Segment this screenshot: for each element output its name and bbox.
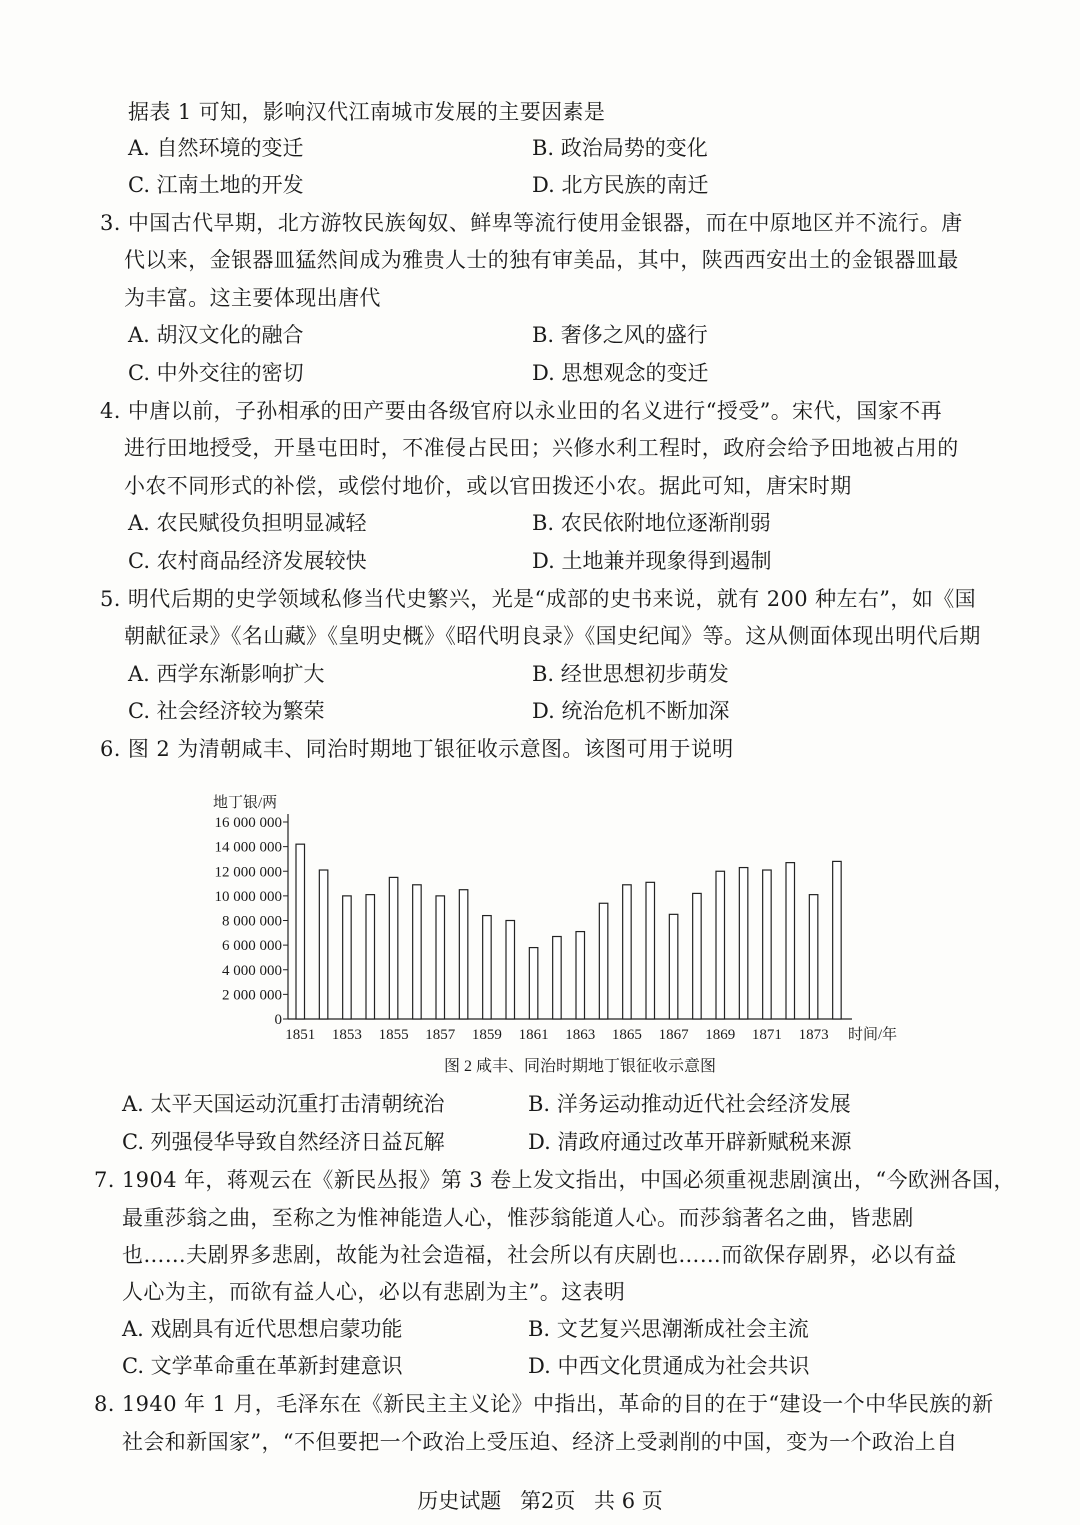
y-tick-label: 6 000 000 bbox=[222, 938, 282, 955]
x-tick-label: 1861 bbox=[518, 1027, 549, 1043]
chart-caption: 图 2 咸丰、同治时期地丁银征收示意图 bbox=[443, 1058, 717, 1075]
bar-1863 bbox=[576, 932, 585, 1019]
y-tick-label: 2 000 000 bbox=[222, 987, 282, 1004]
q4-option-c: C. 农村商品经济发展较快 bbox=[128, 549, 367, 573]
q2-option-a: A. 自然环境的变迁 bbox=[128, 136, 304, 160]
x-tick-label: 1863 bbox=[565, 1027, 596, 1043]
bar-1872 bbox=[786, 863, 795, 1019]
bar-1852 bbox=[319, 870, 328, 1019]
bar-1870 bbox=[739, 868, 748, 1019]
bar-1859 bbox=[483, 916, 492, 1019]
q3-line-1: 3. 中国古代早期，北方游牧民族匈奴、鲜卑等流行使用金银器，而在中原地区并不流行。唐 bbox=[100, 211, 963, 235]
q8-line-2: 社会和新国家”，“不但要把一个政治上受压迫、经济上受剥削的中国，变为一个政治上自 bbox=[122, 1430, 958, 1454]
q6-stem: 6. 图 2 为清朝咸丰、同治时期地丁银征收示意图。该图可用于说明 bbox=[100, 737, 734, 761]
q5-line-1: 5. 明代后期的史学领域私修当代史繁兴，光是“成部的史书来说，就有 200 种左右”，如《国 bbox=[100, 587, 977, 611]
bar-1865 bbox=[623, 885, 632, 1019]
q7-option-b: B. 文艺复兴思潮渐成社会主流 bbox=[528, 1317, 809, 1341]
y-tick-label: 10 000 000 bbox=[214, 888, 282, 905]
y-tick-label: 4 000 000 bbox=[222, 962, 282, 979]
footer-total: 共 6 页 bbox=[594, 1489, 663, 1513]
land-tax-bar-chart bbox=[200, 762, 920, 1082]
q4-line-1: 4. 中唐以前，子孙相承的田产要由各级官府以永业田的名义进行“授受”。宋代，国家不再 bbox=[100, 399, 942, 423]
x-tick-label: 1857 bbox=[425, 1027, 456, 1043]
q6-option-a: A. 太平天国运动沉重打击清朝统治 bbox=[122, 1092, 445, 1116]
q4-option-b: B. 农民依附地位逐渐削弱 bbox=[532, 511, 771, 535]
q7-line-4: 人心为主，而欲有益人心，必以有悲剧为主”。这表明 bbox=[122, 1280, 626, 1304]
bar-1853 bbox=[343, 896, 352, 1019]
q6-option-c: C. 列强侵华导致自然经济日益瓦解 bbox=[122, 1130, 445, 1154]
y-tick-label: 14 000 000 bbox=[214, 839, 282, 856]
bar-1860 bbox=[506, 921, 515, 1020]
q6-option-d: D. 清政府通过改革开辟新赋税来源 bbox=[528, 1130, 852, 1154]
bar-1861 bbox=[529, 948, 538, 1019]
q6-option-b: B. 洋务运动推动近代社会经济发展 bbox=[528, 1092, 851, 1116]
q8-line-1: 8. 1940 年 1 月，毛泽东在《新民主主义论》中指出，革命的目的在于“建设一个中华民族的新 bbox=[94, 1392, 994, 1416]
q5-option-d: D. 统治危机不断加深 bbox=[532, 699, 730, 723]
bar-1864 bbox=[599, 903, 608, 1019]
bar-1858 bbox=[459, 890, 468, 1019]
q2-option-d: D. 北方民族的南迁 bbox=[532, 173, 709, 197]
q4-line-3: 小农不同形式的补偿，或偿付地价，或以官田拨还小农。据此可知，唐宋时期 bbox=[124, 474, 852, 498]
q4-option-a: A. 农民赋役负担明显减轻 bbox=[128, 511, 367, 535]
q7-option-a: A. 戏剧具有近代思想启蒙功能 bbox=[122, 1317, 403, 1341]
bar-1874 bbox=[833, 861, 842, 1019]
bar-1873 bbox=[809, 895, 818, 1019]
footer-subject: 历史试题 bbox=[417, 1489, 502, 1513]
x-tick-label: 1855 bbox=[378, 1027, 409, 1043]
y-tick-label: 0 bbox=[274, 1012, 282, 1028]
q2-option-b: B. 政治局势的变化 bbox=[532, 136, 708, 160]
q3-option-a: A. 胡汉文化的融合 bbox=[128, 323, 304, 347]
q5-line-2: 朝献征录》《名山藏》《皇明史概》《昭代明良录》《国史纪闻》等。这从侧面体现出明代后期 bbox=[124, 624, 981, 648]
bar-1855 bbox=[389, 877, 398, 1019]
q7-option-d: D. 中西文化贯通成为社会共识 bbox=[528, 1354, 810, 1378]
bar-1851 bbox=[296, 844, 305, 1019]
bar-1867 bbox=[669, 914, 678, 1019]
q3-line-3: 为丰富。这主要体现出唐代 bbox=[124, 286, 381, 310]
y-axis-title: 地丁银/两 bbox=[213, 795, 278, 811]
x-tick-label: 1871 bbox=[751, 1027, 782, 1043]
bar-1868 bbox=[693, 893, 702, 1019]
bar-1869 bbox=[716, 871, 725, 1019]
bar-1866 bbox=[646, 882, 655, 1019]
page-footer bbox=[0, 1485, 1080, 1515]
q4-line-2: 进行田地授受，开垦屯田时，不准侵占民田；兴修水利工程时，政府会给予田地被占用的 bbox=[124, 436, 959, 460]
x-axis-title: 时间/年 bbox=[848, 1027, 898, 1043]
q7-line-1: 7. 1904 年，蒋观云在《新民丛报》第 3 卷上发文指出，中国必须重视悲剧演出，“今欧洲各国， bbox=[94, 1168, 1015, 1192]
q3-option-b: B. 奢侈之风的盛行 bbox=[532, 323, 708, 347]
y-tick-label: 8 000 000 bbox=[222, 913, 282, 930]
q5-option-a: A. 西学东渐影响扩大 bbox=[128, 662, 325, 686]
q4-option-d: D. 土地兼并现象得到遏制 bbox=[532, 549, 772, 573]
y-tick-label: 12 000 000 bbox=[214, 864, 282, 881]
footer-page: 第2页 bbox=[519, 1489, 576, 1513]
bar-1854 bbox=[366, 895, 375, 1019]
q5-option-b: B. 经世思想初步萌发 bbox=[532, 662, 729, 686]
q7-line-3: 也……夫剧界多悲剧，故能为社会造福，社会所以有庆剧也……而欲保存剧界，必以有益 bbox=[122, 1243, 957, 1267]
q3-option-d: D. 思想观念的变迁 bbox=[532, 361, 709, 385]
x-tick-label: 1869 bbox=[705, 1027, 736, 1043]
x-tick-label: 1859 bbox=[471, 1027, 502, 1043]
x-tick-label: 1853 bbox=[331, 1027, 362, 1043]
x-tick-label: 1867 bbox=[658, 1027, 689, 1043]
q7-line-2: 最重莎翁之曲，至称之为惟神能造人心，惟莎翁能道人心。而莎翁著名之曲，皆悲剧 bbox=[122, 1206, 914, 1230]
x-tick-label: 1865 bbox=[611, 1027, 642, 1043]
bar-1862 bbox=[553, 937, 562, 1019]
bar-1871 bbox=[763, 870, 772, 1019]
x-tick-label: 1851 bbox=[285, 1027, 316, 1043]
q2-stem: 据表 1 可知，影响汉代江南城市发展的主要因素是 bbox=[128, 100, 606, 124]
x-tick-label: 1873 bbox=[798, 1027, 829, 1043]
q3-line-2: 代以来，金银器皿猛然间成为雅贵人士的独有审美品，其中，陕西西安出土的金银器皿最 bbox=[124, 248, 959, 272]
bar-1856 bbox=[413, 885, 422, 1019]
q7-option-c: C. 文学革命重在革新封建意识 bbox=[122, 1354, 403, 1378]
q3-option-c: C. 中外交往的密切 bbox=[128, 361, 304, 385]
q5-option-c: C. 社会经济较为繁荣 bbox=[128, 699, 325, 723]
y-tick-label: 16 000 000 bbox=[214, 815, 282, 831]
q2-option-c: C. 江南土地的开发 bbox=[128, 173, 304, 197]
bar-1857 bbox=[436, 896, 445, 1019]
